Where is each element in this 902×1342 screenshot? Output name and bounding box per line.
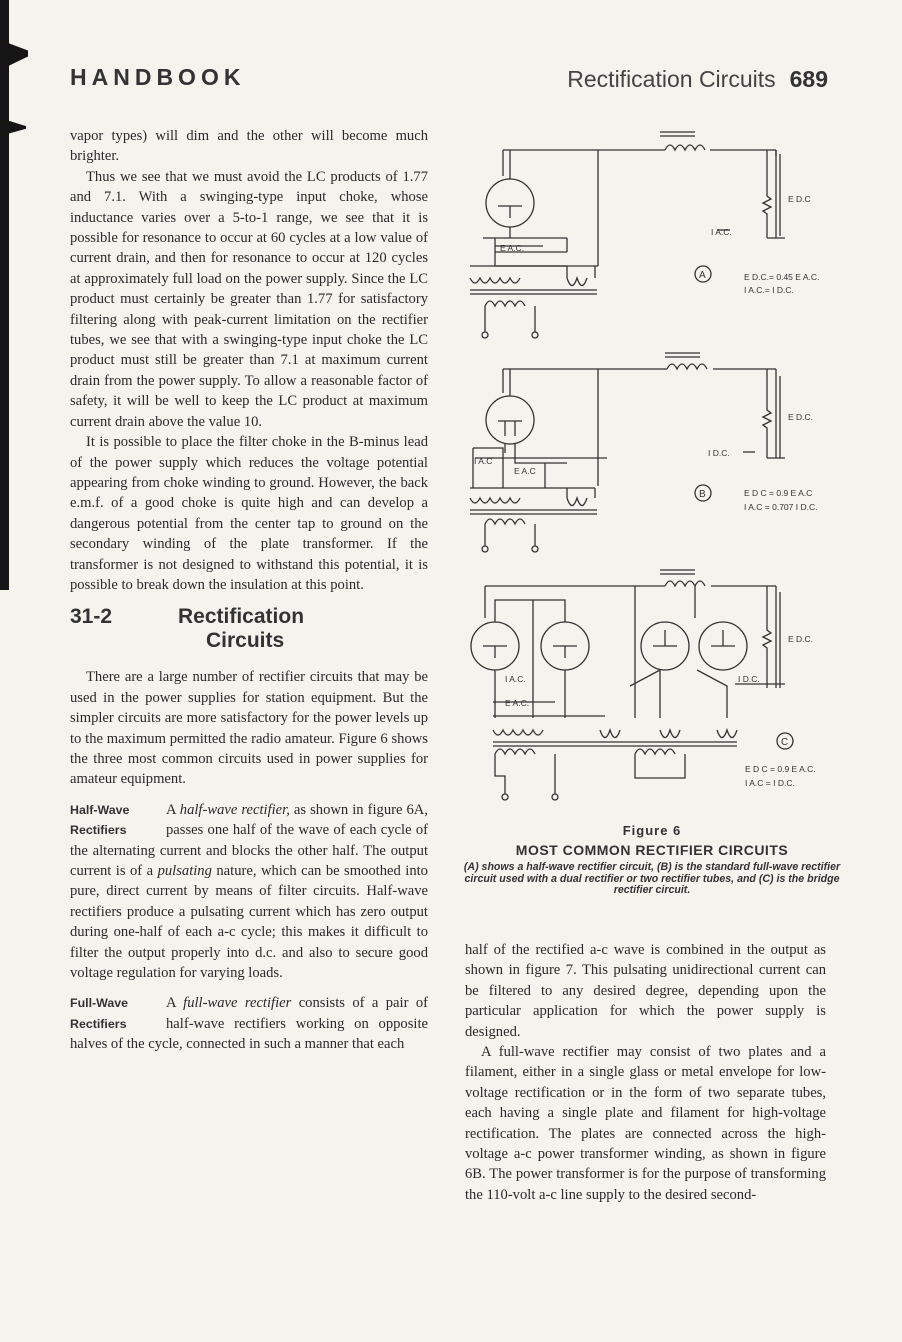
circuit-b-diagram — [470, 353, 817, 552]
circuit-a-iac: I A.C. — [711, 227, 732, 237]
circuit-b-idc: I D.C. — [708, 448, 730, 458]
run-in-line: Full-Wave — [70, 996, 129, 1011]
half-wave-block — [70, 800, 428, 984]
section-title-line: Rectification — [178, 605, 305, 629]
circuit-c-eac: E A.C. — [505, 698, 530, 708]
left-column — [70, 126, 428, 1055]
figure-caption — [462, 822, 842, 897]
term: full-wave rectifier — [183, 995, 292, 1012]
run-in-heading — [70, 800, 166, 841]
run-in-line: Rectifiers — [70, 823, 127, 838]
circuit-c-relation: E D C = 0.9 E A.C. — [745, 764, 816, 774]
paragraph: It is possible to place the filter choke in the B-minus lead of the power supply which reduces the voltage potential appearing from choke winding to ground. However, the back e.m.f. of a good choke is quite high and can develop a dangerous potential from the center tap to ground on the secondary winding of the plate transformer. If the transformer is not designed to withstand this potential, it is possible to break down the insulation at this point. — [70, 434, 428, 593]
circuit-b-marker: B — [699, 489, 706, 500]
run-in-line: Half-Wave — [70, 802, 130, 817]
circuit-c-diagram — [471, 570, 816, 800]
circuit-c-edc: E D.C. — [788, 634, 814, 644]
circuit-a-edc: E D.C — [788, 194, 811, 204]
figure-title: MOST COMMON RECTIFIER CIRCUITS — [515, 842, 789, 858]
circuit-c-iac: I A.C. — [505, 674, 526, 684]
full-wave-block — [70, 993, 428, 1054]
text-run: as shown in figure 6A, passes one half of the wave of each cycle of the alternating current and blocks the other half. The output current is of a — [70, 801, 428, 879]
circuit-a-marker: A — [699, 270, 706, 281]
running-head-book: HANDBOOK — [70, 64, 246, 90]
circuit-b-edc: E D.C. — [788, 412, 814, 422]
circuit-b-iac: I A.C — [474, 456, 493, 466]
text-run: consists of a pair of half-wave rectifiers working on opposite halves of the cycle, connected in such a manner that each — [70, 995, 428, 1053]
chapter-title: Rectification Circuits — [567, 66, 776, 92]
lead-word: A — [166, 801, 176, 818]
term: half-wave rectifier, — [179, 801, 290, 818]
paragraph: A full-wave rectifier may consist of two plates and a filament, either in a single glass or metal envelope for low-voltage rectification or in the form of two separate tubes, each having a single plate and filament for high-voltage rectification. The plates are connected across the high-voltage a-c power transformer winding, as shown in figure 6B. The power transformer is for the purpose of transforming the 110-volt a-c line supply to the desired second- — [465, 1044, 826, 1203]
binding-edge — [0, 0, 9, 590]
circuit-a-diagram — [470, 132, 819, 338]
term: pulsating — [157, 863, 212, 879]
lead-word: A — [166, 995, 176, 1012]
circuit-b-relation: E D C = 0.9 E A.C — [744, 488, 813, 498]
running-head-title — [567, 66, 828, 93]
binding-notch — [0, 40, 28, 70]
section-heading — [70, 605, 428, 657]
figure-description: (A) shows a half-wave rectifier circuit, (B) is the standard full-wave rectifier circuit used with a dual rectifier or two rectifier tubes, and (C) is the bridge rectifier circuit. — [463, 861, 841, 896]
circuit-a-eac: E A.C. — [500, 243, 525, 253]
circuit-b-eac: E A.C — [514, 466, 536, 476]
circuit-a-relation: E D.C.= 0.45 E A.C. — [744, 272, 820, 282]
figure-label: Figure 6 — [622, 823, 682, 838]
page-number: 689 — [789, 66, 828, 92]
run-in-heading — [70, 993, 166, 1034]
section-number: 31-2 — [70, 605, 113, 629]
right-column — [465, 940, 826, 1205]
circuit-b-relation: I A.C = 0.707 I D.C. — [744, 502, 818, 512]
figure-6-diagrams — [455, 118, 845, 818]
circuit-a-relation: I A.C.= I D.C. — [744, 285, 794, 295]
paragraph: vapor types) will dim and the other will become much brighter. — [70, 128, 428, 165]
circuit-c-marker: C — [781, 737, 789, 748]
circuit-c-relation: I A.C = I D.C. — [745, 778, 795, 788]
run-in-line: Rectifiers — [70, 1016, 127, 1031]
section-title-line: Circuits — [206, 629, 285, 653]
paragraph: half of the rectified a-c wave is combined in the output as shown in figure 7. This pulsating unidirectional current can be filtered to any desired degree, depending upon the particular application for which the power supply is designed. — [465, 942, 826, 1040]
section-title — [178, 605, 418, 653]
binding-notch — [0, 118, 26, 136]
paragraph: There are a large number of rectifier circuits that may be used in the power supplies for station equipment. But the simpler circuits are more satisfactory for the power levels up to the maximum permitted the radio amateur. Figure 6 shows the three most common circuits used in power supplies for amateur equipment. — [70, 669, 428, 788]
paragraph: Thus we see that we must avoid the LC products of 1.77 and 7.1. With a swinging-type input choke, whose inductance varies over a 5-to-1 range, we see that it is possible for resonance to occur at 60 cycles at a low value of current drain, and then for resonance to occur at 120 cycles at approximately full load on the power supply. Since the LC product must certainly be greater than 1.77 for satisfactory filtering along with peak-current limitation on the rectifier tubes, we see that with a swinging-type input choke the LC product must still be greater than 7.1 at maximum current drain from the power supply. To allow a reasonable factor of safety, it will be well to keep the LC product at maximum current drain above the value 10. — [70, 168, 428, 430]
circuit-c-idc: I D.C. — [738, 674, 760, 684]
text-run: nature, which can be smoothed into pure, direct current by means of filter circuits. Half-wave rectifiers produce a pulsating current which has zero output during one-half of each a-c cycle; this makes it difficult to filter the output properly into d.c. and also to secure good voltage regulation for varying loads. — [70, 863, 428, 982]
